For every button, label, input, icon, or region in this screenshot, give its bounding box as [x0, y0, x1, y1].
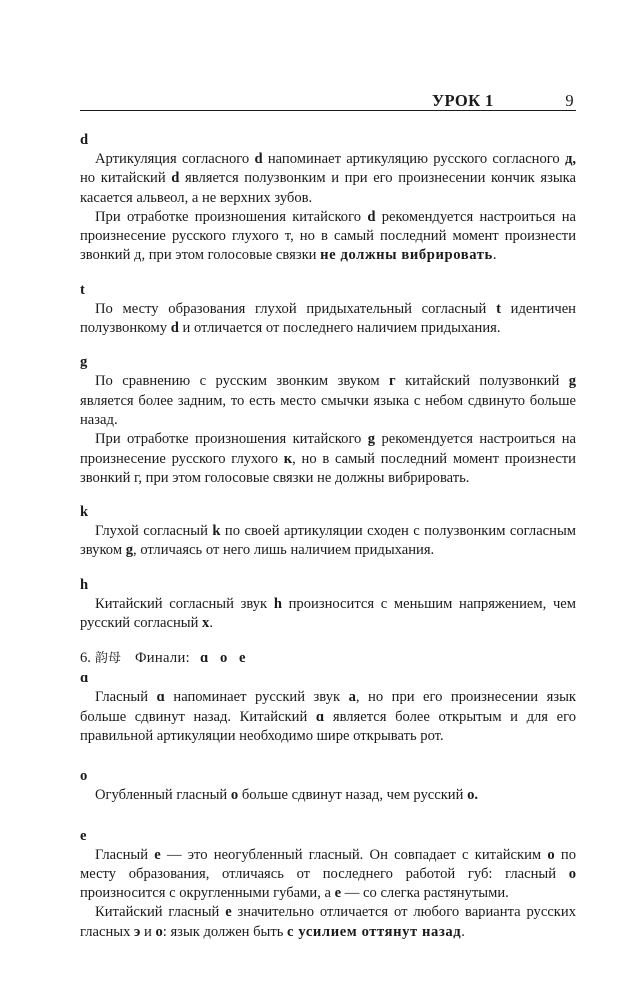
paragraph: Китайский согласный звук h произносится с меньшим напряжением, чем русский согласный х. — [80, 595, 577, 632]
section-title: o — [80, 768, 88, 785]
running-header — [80, 82, 576, 111]
paragraph: Китайский гласный e значительно отличается от любого варианта русских гласных э и о: язык должен быть с усилием оттянут назад. — [80, 904, 577, 940]
finals-heading — [80, 648, 576, 669]
section-t — [80, 281, 576, 339]
page — [80, 82, 576, 942]
paragraph: По сравнению с русским звонким звуком г китайский полузвонкий g является более задним, то есть место смычки языка с небом сдвинуто больше назад. — [80, 373, 576, 428]
section-title: t — [80, 281, 85, 298]
section-g — [80, 353, 576, 488]
paragraph: При отработке произношения китайского d рекомендуется настроиться на произнесение русского глухого т, но в самый последний момент произнести звонкий д, при этом голосовые связки не должны вибрировать. — [80, 208, 576, 264]
section-title: k — [80, 504, 89, 521]
section-e — [80, 827, 576, 942]
section-h — [80, 576, 576, 634]
section-d — [80, 131, 576, 266]
section-o — [80, 767, 576, 805]
paragraph: По месту образования глухой придыхательный согласный t идентичен полузвонкому d и отличается от последнего наличием придыхания. — [80, 300, 576, 337]
paragraph: Гласный ɑ напоминает русский звук а, но при его произнесении язык больше сдвинут назад. Китайский ɑ является более открытым и для его правильной артикуляции необходимо шире открывать рот. — [80, 689, 576, 744]
section-number: 6. — [80, 650, 91, 667]
section-title: ɑ — [80, 670, 89, 687]
section-title: d — [80, 132, 89, 148]
finals-label: Финали: — [134, 650, 190, 667]
section-title: g — [80, 354, 88, 371]
paragraph: При отработке произношения китайского g рекомендуется настроиться на произнесение русского глухого к, но в самый последний момент произнести звонкий г, при этом голосовые связки не должны вибрировать. — [80, 431, 576, 486]
section-k — [80, 503, 576, 561]
section-title: h — [80, 576, 89, 593]
section-title: e — [80, 827, 87, 844]
paragraph: Огубленный гласный o больше сдвинут назад, чем русский о. — [95, 787, 479, 804]
paragraph: Артикуляция согласного d напоминает артикуляцию русского согласного д, но китайский d является полузвонким и при его произнесении кончик языка касается альвеол, а не верхних зубов. — [80, 151, 576, 206]
page-number: 9 — [565, 90, 574, 110]
paragraph: Глухой согласный k по своей артикуляции сходен с полузвонким согласным звуком g, отличаясь от него лишь наличием придыхания. — [80, 523, 576, 559]
lesson-title: УРОК 1 — [432, 90, 494, 110]
chinese-term: 韵母 — [94, 651, 121, 667]
paragraph: Гласный e — это неогубленный гласный. Он совпадает с китайским o по месту образования, отличаясь от последнего работой губ: гласный o произносится с округленными губами, а e — со слегка растянутыми. — [80, 846, 576, 902]
section-a — [80, 669, 576, 746]
finals-phonemes: ɑ o e — [199, 650, 246, 667]
